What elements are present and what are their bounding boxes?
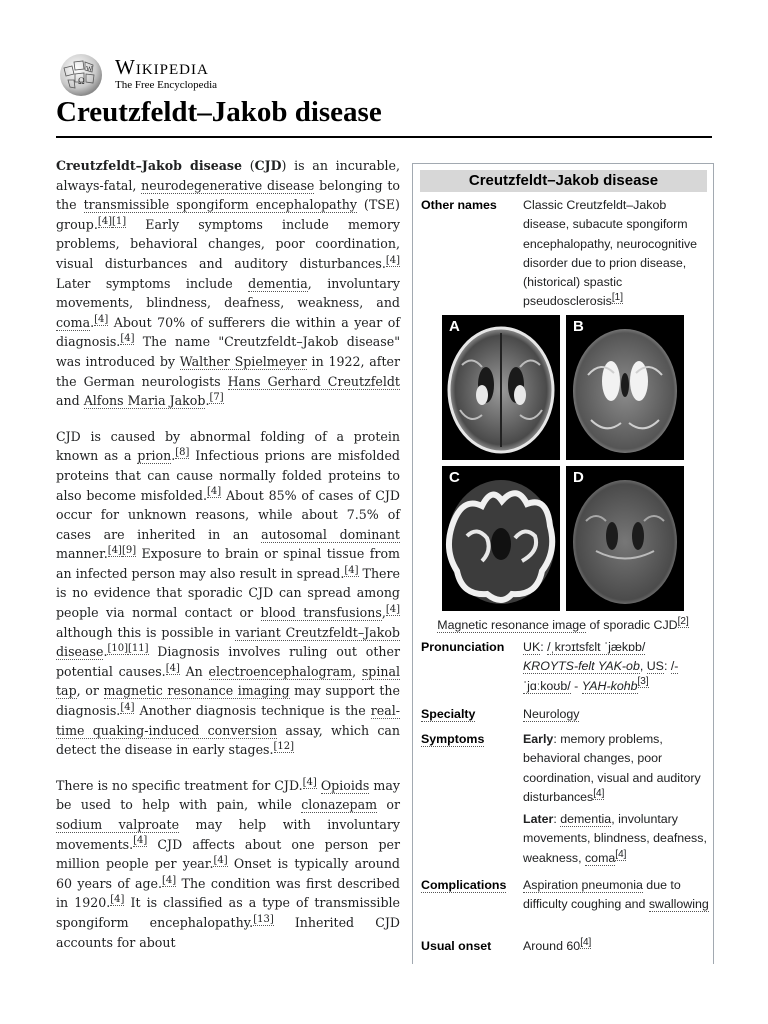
infobox-label: Other names <box>421 198 497 212</box>
infobox-label: Usual onset <box>421 939 492 953</box>
link-swallowing[interactable]: swallowing <box>648 897 709 912</box>
wikipedia-wordmark[interactable]: Wikipedia <box>115 55 209 79</box>
link-dementia[interactable]: dementia <box>560 812 612 827</box>
link-walther-spielmeyer[interactable]: Walther Spielmeyer <box>179 353 307 369</box>
citation[interactable]: [4] <box>120 701 135 713</box>
citation[interactable]: [1] <box>611 292 623 304</box>
citation[interactable]: [2] <box>677 615 689 627</box>
infobox-label[interactable]: Specialty <box>421 707 476 721</box>
ipa-uk[interactable]: /ˌkrɔɪtsfɛlt ˈjækɒb/ <box>547 640 646 654</box>
link-neurodegenerative-disease[interactable]: neurodegenerative disease <box>141 177 315 193</box>
link-magnetic-resonance-image[interactable]: Magnetic resonance image <box>437 618 587 632</box>
citation[interactable]: [4] <box>162 874 177 886</box>
link-coma[interactable]: coma <box>56 314 91 330</box>
citation[interactable]: [4] <box>97 215 113 227</box>
link-clonazepam[interactable]: clonazepam <box>301 797 378 813</box>
page-title: Creutzfeldt–Jakob disease <box>56 96 382 128</box>
ipa-us[interactable]: /-ˈjɑːkoʊb/ <box>523 659 679 693</box>
wikipedia-tagline: The Free Encyclopedia <box>115 79 218 91</box>
link-dementia[interactable]: dementia <box>248 275 308 291</box>
citation[interactable]: [4] <box>213 855 228 866</box>
wikipedia-globe-logo[interactable] <box>56 52 106 98</box>
infobox-label[interactable]: Symptoms <box>421 732 485 746</box>
svg-text:Ω: Ω <box>78 76 85 86</box>
citation[interactable]: [4] <box>110 894 125 906</box>
citation[interactable]: [7] <box>209 391 224 403</box>
infobox-value: Classic Creutzfeldt–Jakob disease, subacute spongiform encephalopathy, neurocognitive disorder due to prion disease, (historical) spastic pseudosclerosis[1] <box>523 198 698 309</box>
link-hans-gerhard-creutzfeldt[interactable]: Hans Gerhard Creutzfeldt <box>227 373 400 389</box>
link-sodium-valproate[interactable]: sodium valproate <box>56 817 180 832</box>
article-body <box>56 156 400 968</box>
infobox <box>412 163 714 964</box>
link-variant-cjd[interactable]: variant Creutzfeldt–Jakob disease <box>56 624 400 660</box>
mri-panel-label: C <box>449 469 460 486</box>
link-neurology[interactable]: Neurology <box>523 707 580 721</box>
citation[interactable]: [8] <box>175 447 190 459</box>
mri-image[interactable] <box>442 315 686 611</box>
infobox-label[interactable]: Complications <box>421 878 507 892</box>
link-autosomal-dominant[interactable]: autosomal dominant <box>261 526 400 542</box>
citation[interactable]: [13] <box>253 913 274 925</box>
citation[interactable]: [12] <box>273 741 295 753</box>
title-underline <box>56 136 712 138</box>
citation[interactable]: [9] <box>121 545 137 557</box>
citation[interactable]: [4] <box>344 564 359 576</box>
link-rt-quic[interactable]: real-time quaking-induced conversion <box>56 703 400 738</box>
citation[interactable]: [4] <box>94 313 109 325</box>
infobox-value <box>523 730 713 868</box>
link-alfons-maria-jakob[interactable]: Alfons Maria Jakob <box>83 393 206 409</box>
link-magnetic-resonance-imaging[interactable]: magnetic resonance imaging <box>103 683 290 699</box>
citation[interactable]: [4] <box>302 776 317 788</box>
mri-panel-label: D <box>573 469 584 486</box>
link-aspiration-pneumonia[interactable]: Aspiration pneumonia <box>523 878 643 892</box>
mri-panel-d <box>566 466 684 611</box>
infobox-value: UK: /ˌkrɔɪtsfɛlt ˈjækɒb/ KROYTS-felt YAK-ob, US: /-ˈjɑːkoʊb/ - YAH-kohb[3] <box>523 640 679 693</box>
link-prion[interactable]: prion <box>137 448 172 464</box>
citation[interactable]: [4] <box>120 333 135 345</box>
symptoms-early: Early: memory problems, behavioral changes, poor coordination, visual and auditory disturbances[4] <box>523 732 701 804</box>
svg-text:W: W <box>86 65 93 73</box>
link-us[interactable]: US <box>646 659 664 674</box>
citation[interactable]: [3] <box>637 676 649 688</box>
citation[interactable]: [4] <box>385 603 400 615</box>
respelling-uk[interactable]: KROYTS-felt YAK-ob <box>523 659 640 674</box>
link-coma[interactable]: coma <box>584 850 616 865</box>
citation[interactable]: [1] <box>112 215 127 227</box>
citation[interactable]: [10] <box>107 643 128 655</box>
citation[interactable]: [4] <box>385 254 400 266</box>
link-tse[interactable]: transmissible spongiform encephalopathy <box>83 197 357 213</box>
abbreviation: CJD <box>254 158 282 173</box>
citation[interactable]: [4] <box>107 545 122 557</box>
infobox-value: Aspiration pneumonia due to difficulty coughing and swallowing <box>523 878 709 912</box>
citation[interactable]: [4] <box>593 787 605 799</box>
mri-panel-b <box>566 315 684 460</box>
paragraph-cause: CJD is caused by abnormal folding of a protein known as a prion.[8] Infectious prions are misfolded proteins that can cause normally folded proteins to also become misfolded.[4] About 85% of cases of CJD occur for unknown reasons, while about 7.5% of cases are inherited in an autosomal dominant manner.[4][9] Exposure to brain or spinal tissue from an infected person may also result in spread.[4] There is no evidence that sporadic CJD can spread among people via normal contact or blood transfusions,[4] although this is possible in variant Creutzfeldt–Jakob disease.[10][11] Diagnosis involves ruling out other potential causes.[4] An electroencephalogram, spinal tap, or magnetic resonance imaging may support the diagnosis.[4] Another diagnosis technique is the real-time quaking-induced conversion assay, which can detect the disease in early stages.[12] <box>56 428 401 758</box>
mri-panel-label: A <box>449 318 460 335</box>
paragraph-intro: Creutzfeldt–Jakob disease (CJD) is an incurable, always-fatal, neurodegenerative disease belonging to the transmissible spongiform encephalopathy (TSE) group.[4][1] Early symptoms include memory problems, behavioral changes, poor coordination, visual disturbances and auditory disturbances.[4] Later symptoms include dementia, involuntary movements, blindness, deafness, weakness, and coma.[4] About 70% of sufferers die within a year of diagnosis.[4] The name "Creutzfeldt–Jakob disease" was introduced by Walther Spielmeyer in 1922, after the German neurologists Hans Gerhard Creutzfeldt and Alfons Maria Jakob.[7] <box>56 158 400 409</box>
citation[interactable]: [4] <box>615 848 627 860</box>
link-spinal-tap[interactable]: spinal tap <box>56 663 401 699</box>
mri-caption: Magnetic resonance image of sporadic CJD[2] <box>437 615 689 632</box>
mri-panel-a <box>442 315 560 460</box>
link-electroencephalogram[interactable]: electroencephalogram <box>208 663 353 679</box>
infobox-title: Creutzfeldt–Jakob disease <box>420 170 707 192</box>
citation[interactable]: [4] <box>206 486 222 498</box>
link-opioids[interactable]: Opioids <box>320 777 370 793</box>
infobox-value: Around 60[4] <box>523 936 592 953</box>
citation[interactable]: [4] <box>580 936 592 948</box>
infobox-value <box>523 705 713 724</box>
symptoms-later: Later: dementia, involuntary movements, blindness, deafness, weakness, coma[4] <box>523 812 707 865</box>
mri-panel-c <box>442 466 560 611</box>
respelling-us[interactable]: YAH-kohb <box>581 678 638 693</box>
link-uk[interactable]: UK <box>523 640 541 654</box>
citation[interactable]: [11] <box>127 643 149 655</box>
lead-term: Creutzfeldt–Jakob disease <box>56 158 243 173</box>
link-blood-transfusions[interactable]: blood transfusions <box>260 605 382 621</box>
citation[interactable]: [4] <box>133 835 148 847</box>
mri-panel-label: B <box>573 318 584 335</box>
paragraph-treatment: There is no specific treatment for CJD.[4] Opioids may be used to help with pain, while clonazepam or sodium valproate may help with involuntary movements.[4] CJD affects about one person per million people per year.[4] Onset is typically around 60 years of age.[4] The condition was first described in 1920.[4] It is classified as a type of transmissible spongiform encephalopathy.[13] Inherited CJD accounts for about <box>56 776 401 950</box>
citation[interactable]: [4] <box>165 662 180 674</box>
infobox-label: Pronunciation <box>421 640 505 654</box>
